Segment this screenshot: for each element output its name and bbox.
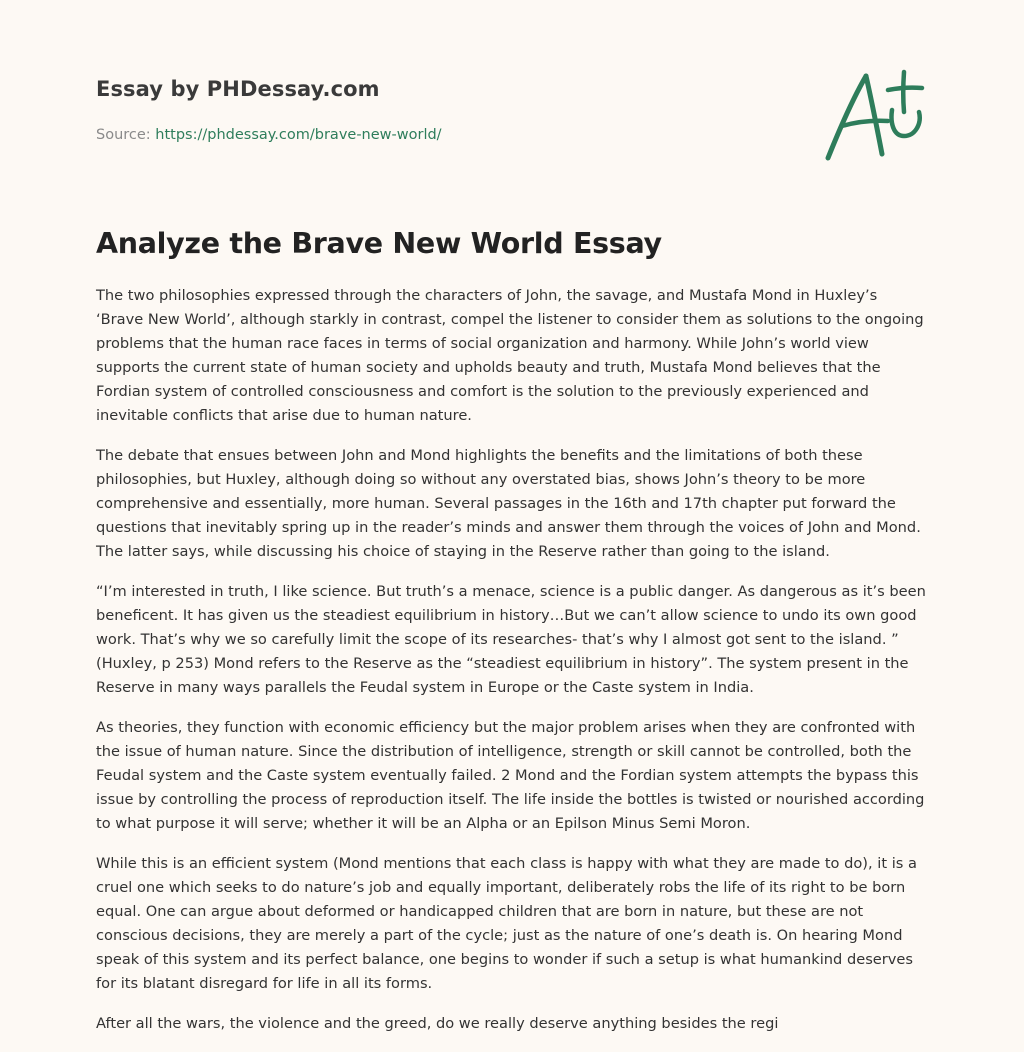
source-link[interactable]: https://phdessay.com/brave-new-world/ (155, 127, 442, 143)
essay-title: Analyze the Brave New World Essay (96, 227, 662, 260)
essay-paragraph: The debate that ensues between John and Mond highlights the benefits and the limitations of both these philosophies, but Huxley, although doing so without any overstated bias, shows John’s theory to be more comprehensive and essentially, more human. Several passages in the 16th and 17th chapter put forward the questions that inevitably spring up in the reader’s minds and answer them through the voices of John and Mond. The latter says, while discussing his choice of staying in the Reserve rather than going to the island. (96, 447, 921, 560)
site-title: Essay by PHDessay.com (96, 77, 380, 101)
essay-paragraph: While this is an efficient system (Mond mentions that each class is happy with what they are made to do), it is a cruel one which seeks to do nature’s job and equally important, deliberately robs the life of its right to be born equal. One can argue about deformed or handicapped children that are born in nature, but these are not conscious decisions, they are merely a part of the cycle; just as the nature of one’s death is. On hearing Mond speak of this system and its perfect balance, one begins to wonder if such a setup is what humankind deserves for its blatant disregard for life in all its forms. (96, 855, 917, 992)
essay-paragraph: “I’m interested in truth, I like science. But truth’s a menace, science is a public danger. As dangerous as it’s been beneficent. It has given us the steadiest equilibrium in history…But we can’t allow science to undo its own good work. That’s why we so carefully limit the scope of its researches- that’s why I almost got sent to the island. ” (Huxley, p 253) Mond refers to the Reserve as the “steadiest equilibrium in history”. The system present in the Reserve in many ways parallels the Feudal system in Europe or the Caste system in India. (96, 583, 926, 696)
essay-paragraph: After all the wars, the violence and the greed, do we really deserve anything besides the regi (96, 1015, 779, 1032)
a-plus-grade-icon (822, 66, 932, 166)
page-header (96, 74, 796, 145)
essay-body (96, 284, 926, 1052)
essay-paragraph: The two philosophies expressed through the characters of John, the savage, and Mustafa Mond in Huxley’s ‘Brave New World’, although starkly in contrast, compel the listener to consider them as solutions to the ongoing problems that the human race faces in terms of social organization and harmony. While John’s world view supports the current state of human society and upholds beauty and truth, Mustafa Mond believes that the Fordian system of controlled consciousness and comfort is the solution to the previously experienced and inevitable conflicts that arise due to human nature. (96, 287, 924, 424)
source-label: Source: (96, 127, 151, 143)
source-line (96, 125, 796, 145)
essay-paragraph: As theories, they function with economic efficiency but the major problem arises when they are confronted with the issue of human nature. Since the distribution of intelligence, strength or skill cannot be controlled, both the Feudal system and the Caste system eventually failed. 2 Mond and the Fordian system attempts the bypass this issue by controlling the process of reproduction itself. The life inside the bottles is twisted or nourished according to what purpose it will serve; whether it will be an Alpha or an Epilson Minus Semi Moron. (96, 719, 925, 832)
